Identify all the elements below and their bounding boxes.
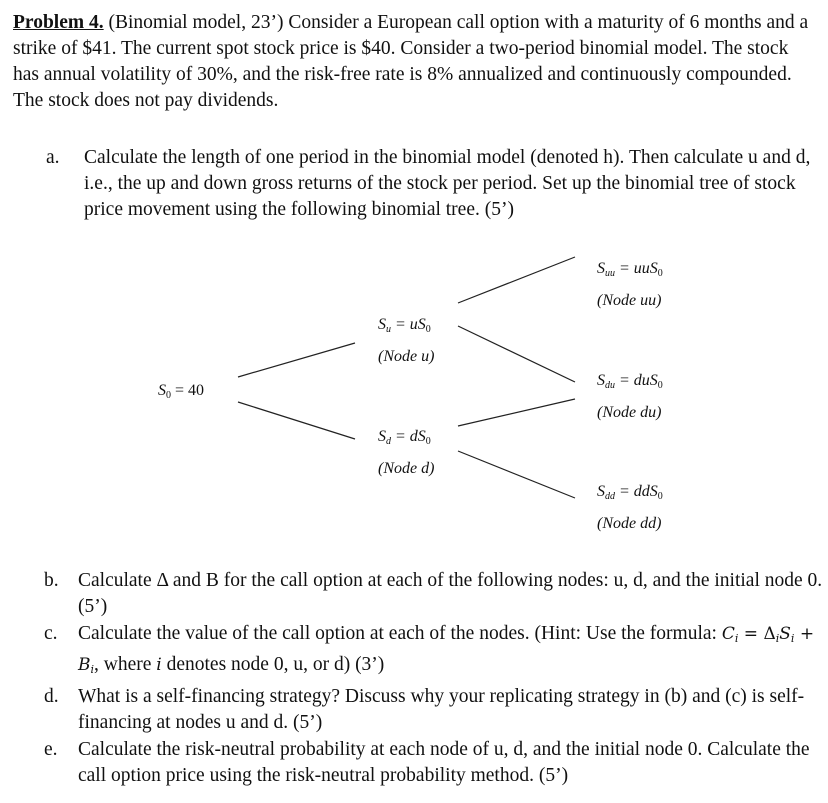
node-u-formula-sub: 0 bbox=[425, 324, 431, 335]
formula-b-sub: i bbox=[90, 663, 95, 676]
node-d-sub: d bbox=[386, 436, 391, 447]
node-du-sub: du bbox=[605, 380, 615, 391]
node-d-symbol: S bbox=[378, 428, 386, 445]
part-e-letter: e. bbox=[44, 739, 58, 760]
part-c-letter: c. bbox=[44, 623, 58, 644]
edge-u-du bbox=[458, 326, 575, 382]
node-uu-formula-sub: 0 bbox=[657, 268, 663, 279]
node-dd-sub: dd bbox=[605, 491, 615, 502]
binomial-tree-lines bbox=[0, 240, 828, 540]
part-a-letter: a. bbox=[46, 147, 60, 168]
node-uu-caption: (Node uu) bbox=[597, 292, 662, 309]
formula-delta-sub: i bbox=[775, 632, 780, 645]
part-e-text: Calculate the risk-neutral probability at each node of u, d, and the initial node 0. Calculate the call option price using the risk-neutral probability method. (5’) bbox=[78, 739, 810, 786]
node-u bbox=[378, 315, 434, 367]
question-list bbox=[44, 568, 824, 790]
formula-s-sub: i bbox=[790, 632, 795, 645]
formula-equals: = bbox=[738, 624, 764, 644]
node-u-caption: (Node u) bbox=[378, 348, 435, 365]
node-uu bbox=[597, 259, 663, 311]
part-b-text: Calculate Δ and B for the call option at each of the following nodes: u, d, and the initial node 0. (5’) bbox=[78, 570, 823, 617]
node-uu-sub: uu bbox=[605, 268, 615, 279]
node-du-symbol: S bbox=[597, 372, 605, 389]
node-dd-formula: = ddS bbox=[615, 483, 658, 500]
part-b bbox=[44, 568, 824, 620]
problem-header: (Binomial model, 23’) bbox=[103, 12, 284, 33]
part-c-text: Calculate the value of the call option at each of the nodes. (Hint: Use the formula: bbox=[78, 623, 722, 644]
node-uu-formula: = uuS bbox=[615, 260, 658, 277]
problem-intro bbox=[13, 10, 813, 114]
part-c-text-2: , where bbox=[94, 654, 157, 675]
part-c bbox=[44, 621, 824, 683]
node-du-formula: = duS bbox=[615, 372, 658, 389]
formula-b: B bbox=[78, 655, 91, 675]
node-u-sub: u bbox=[386, 324, 391, 335]
node-du bbox=[597, 371, 663, 423]
problem-text: Consider a European call option with a maturity of 6 months and a strike of $41. The current spot stock price is $40. Consider a two-period binomial model. The stock has annual volatility of 30%, and the risk-free rate is 8% annualized and continuously compounded. The stock does not pay dividends. bbox=[13, 12, 809, 111]
edge-root-d bbox=[238, 402, 355, 439]
node-dd-symbol: S bbox=[597, 483, 605, 500]
part-d bbox=[44, 684, 824, 736]
part-d-letter: d. bbox=[44, 686, 59, 707]
formula-plus: + bbox=[794, 624, 815, 644]
part-b-letter: b. bbox=[44, 570, 59, 591]
node-d-caption: (Node d) bbox=[378, 460, 435, 477]
node-du-caption: (Node du) bbox=[597, 404, 662, 421]
formula-c: C bbox=[721, 624, 735, 644]
edge-d-du bbox=[458, 399, 575, 426]
part-a bbox=[46, 145, 816, 223]
node-d-formula-sub: 0 bbox=[425, 436, 431, 447]
node-root-symbol: S bbox=[158, 382, 166, 399]
node-u-formula: = uS bbox=[391, 316, 426, 333]
node-d bbox=[378, 427, 434, 479]
part-e bbox=[44, 737, 824, 789]
node-root-sub: 0 bbox=[166, 390, 171, 401]
node-dd bbox=[597, 482, 663, 534]
formula-s: S bbox=[779, 624, 791, 644]
edge-root-u bbox=[238, 343, 355, 377]
problem-label: Problem 4. bbox=[13, 12, 104, 33]
formula-delta: Δ bbox=[763, 624, 776, 644]
node-uu-symbol: S bbox=[597, 260, 605, 277]
node-dd-caption: (Node dd) bbox=[597, 515, 662, 532]
node-dd-formula-sub: 0 bbox=[657, 491, 663, 502]
edge-d-dd bbox=[458, 451, 575, 498]
formula-c-sub: i bbox=[734, 632, 739, 645]
node-d-formula: = dS bbox=[391, 428, 426, 445]
part-a-text: Calculate the length of one period in the binomial model (denoted h). Then calculate u and d, i.e., the up and down gross returns of the stock per period. Set up the binomial tree of stock price movement using the following binomial tree. (5’) bbox=[84, 147, 811, 220]
part-c-text-3: denotes node 0, u, or d) (3’) bbox=[161, 654, 385, 675]
edge-u-uu bbox=[458, 257, 575, 303]
node-du-formula-sub: 0 bbox=[657, 380, 663, 391]
node-index-variable: i bbox=[156, 655, 162, 675]
part-d-text: What is a self-financing strategy? Discuss why your replicating strategy in (b) and (c) is self-financing at nodes u and d. (5’) bbox=[78, 686, 805, 733]
node-root-value: = 40 bbox=[171, 382, 205, 399]
node-u-symbol: S bbox=[378, 316, 386, 333]
node-root bbox=[158, 381, 204, 406]
